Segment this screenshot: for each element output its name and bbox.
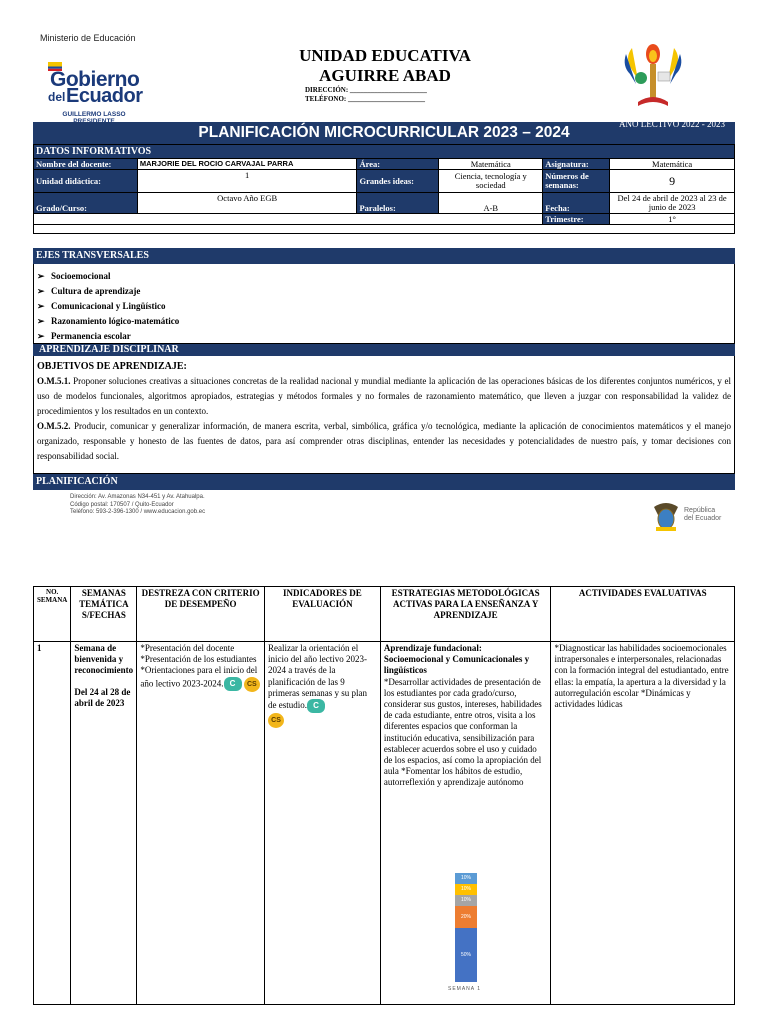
ideas-value: Ciencia, tecnología y sociedad: [439, 170, 543, 193]
week-distribution-chart: [455, 873, 477, 982]
col-actividades: ACTIVIDADES EVALUATIVAS: [551, 587, 735, 642]
school-year-label: AÑO LECTIVO 2022 - 2023: [619, 119, 725, 129]
ejes-item: ➢ Socioemocional: [37, 271, 111, 281]
footer-telefono: Teléfono: 593-2-396-1300 / www.educacion.gob.ec: [70, 509, 206, 515]
chart-bar-segment: 50%: [455, 928, 477, 982]
fecha-value: Del 24 de abril de 2023 al 23 de junio de 2023: [610, 193, 735, 214]
destreza-cell: [137, 642, 265, 1005]
col-indicadores: INDICADORES DE EVALUACIÓN: [265, 587, 381, 642]
objetivo-om52: O.M.5.2. Producir, comunicar y generalizar información, de manera escrita, verbal, simbólica, gráfica y/o tecnológica, mediante la aplicación de conocimientos matemáticos y el manejo organizado, responsable y honesto de las fuentes de datos, para así comprender otras disciplinas, entender las necesidades y potencialidades de nuestro país, y tomar decisiones con responsabilidad social.: [37, 421, 731, 461]
school-title: [240, 46, 530, 86]
ideas-label: Grandes ideas:: [357, 170, 439, 193]
info-header-row: [34, 145, 735, 159]
planning-title-bar: [33, 119, 735, 144]
indicadores-text: Realizar la orientación el inicio del año lectivo 2023-2024 a través de la planificación de las 9 primeras semanas y su plan de estudio.: [268, 643, 368, 711]
area-label: Área:: [357, 159, 439, 170]
area-value: Matemática: [439, 159, 543, 170]
ejes-item: ➢ Permanencia escolar: [37, 331, 131, 341]
school-line-1: UNIDAD EDUCATIVA: [299, 46, 471, 65]
asignatura-label: Asignatura:: [543, 159, 610, 170]
chart-x-label: SEMANA 1: [448, 986, 482, 992]
chart-bar-segment: 10%: [455, 895, 477, 906]
trimestre-label: Trimestre:: [543, 214, 610, 225]
grado-label: Grado/Curso:: [34, 193, 138, 214]
fecha-label: Fecha:: [543, 193, 610, 214]
col-semanas: SEMANAS TEMÁTICA S/FECHAS: [71, 587, 137, 642]
ejes-item: ➢ Comunicacional y Lingüístico: [37, 301, 166, 311]
republica-text: República del Ecuador: [684, 507, 722, 522]
week-topic: Semana de bienvenida y reconocimiento: [74, 643, 134, 676]
docente-label: Nombre del docente:: [34, 159, 138, 170]
info-row-unidad: [34, 170, 735, 193]
info-section-title: DATOS INFORMATIVOS: [34, 145, 735, 159]
destreza-item: *Orientaciones para el inicio del año lectivo 2023-2024. C CS: [140, 665, 261, 691]
chart-bar-segment: 10%: [455, 884, 477, 895]
logo-del: del: [48, 90, 66, 104]
paralelos-label: Paralelos:: [357, 193, 439, 214]
indicadores-cell: [265, 642, 381, 1005]
week-number: 1: [34, 642, 71, 1005]
asignatura-value: Matemática: [610, 159, 735, 170]
col-no-semana: NO. SEMANA: [34, 587, 71, 642]
semanas-value: 9: [610, 170, 735, 193]
info-table: [33, 144, 735, 234]
col-destreza: DESTREZA CON CRITERIO DE DESEMPEÑO: [137, 587, 265, 642]
estrategia-text: *Desarrollar actividades de presentación de los estudiantes por cada grado/curso, considerar sus gustos, intereses, habilidades de cada estudiante, entre otros, visita a los diferentes espacios que conforman la institución educativa, sensibilización para establecer acuerdos sobre el uso y cuidado de los espacios, así como la apropiación del aula *Fomentar los hábitos de estudio, autorreflexión y aprendizaje autónomo: [383, 676, 542, 788]
week-dates: Del 24 al 28 de abril de 2023: [74, 686, 131, 708]
chart-bar-segment: 20%: [455, 906, 477, 928]
paralelos-value: A-B: [439, 193, 543, 214]
unidad-value: 1: [137, 170, 357, 193]
trimestre-value: 1°: [610, 214, 735, 225]
chart-bar-segment: 10%: [455, 873, 477, 884]
estrategia-subtitle: Socioemocional y Comunicacionales y lingüísticos: [383, 654, 530, 676]
info-row-docente: [34, 159, 735, 170]
cs-badge-icon: CS: [268, 713, 284, 728]
footer-address: [70, 494, 205, 517]
president-name: GUILLERMO LASSO: [62, 111, 126, 118]
footer-direccion: Dirección: Av. Amazonas N34-451 y Av. Atahualpa.: [70, 494, 205, 500]
semanas-label: Números de semanas:: [543, 170, 610, 193]
actividades-cell: *Diagnosticar las habilidades socioemocionales intrapersonales e interpersonales, relacionadas con la formación integral del estudiantado, entre ellas: la empatía, la apertura a la diversidad y la autorregulación escolar *Dinámicas y actividades lúdicas: [551, 642, 735, 1005]
week-topic-cell: [71, 642, 137, 1005]
school-crest-icon: [618, 40, 688, 112]
school-line-2: AGUIRRE ABAD: [319, 66, 451, 85]
destreza-item: *Presentación de los estudiantes: [140, 654, 257, 665]
c-badge-icon: C: [224, 677, 242, 691]
objetivos-title: OBJETIVOS DE APRENDIZAJE:: [37, 361, 187, 372]
ejes-item: ➢ Razonamiento lógico-matemático: [37, 316, 180, 326]
objetivo-om51: O.M.5.1. Proponer soluciones creativas a situaciones concretas de la realidad nacional y mundial mediante la aplicación de las operaciones básicas de los diferentes conjuntos numéricos, y el uso de modelos funcionales, algoritmos apropiados, estrategias y métodos formales y no formales de razonamiento matemático, que lleven a juzgar con responsabilidad la validez de procedimientos y los resultados en un contexto.: [37, 376, 731, 416]
cs-badge-icon: CS: [244, 677, 260, 692]
school-contact: [305, 86, 427, 104]
planning-table: [33, 586, 735, 1005]
logo-gobierno: Gobierno: [50, 68, 140, 91]
planificacion-section-title: PLANIFICACIÓN: [33, 474, 735, 490]
info-row-trimestre: [34, 214, 735, 225]
info-row-grado: [34, 193, 735, 214]
coat-of-arms-icon: [652, 499, 680, 533]
footer-postal: Código postal: 170507 / Quito-Ecuador: [70, 501, 174, 508]
republica-ecuador-logo: [652, 499, 732, 535]
logo-ecuador: Ecuador: [66, 85, 143, 107]
destreza-item: *Presentación del docente: [140, 643, 235, 653]
ejes-item: ➢ Cultura de aprendizaje: [37, 286, 141, 296]
planning-title: PLANIFICACIÓN MICROCURRICULAR 2023 – 2024: [198, 124, 570, 141]
planning-row-week-1: [34, 642, 735, 1005]
estrategia-title: Aprendizaje fundacional:: [383, 643, 482, 653]
planning-header-row: [34, 587, 735, 642]
c-badge-icon: C: [307, 699, 325, 713]
unidad-label: Unidad didáctica:: [34, 170, 138, 193]
grado-value: Octavo Año EGB: [137, 193, 357, 214]
telefono-line: TELÉFONO: ______________________: [305, 95, 425, 103]
ejes-list: [33, 264, 735, 344]
col-estrategias: ESTRATEGIAS METODOLÓGICAS ACTIVAS PARA LA ENSEÑANZA Y APRENDIZAJE: [380, 587, 551, 642]
ministry-name: Ministerio de Educación: [40, 33, 136, 43]
direccion-line: DIRECCIÓN: ______________________: [305, 86, 427, 94]
aprendizaje-section-title: APRENDIZAJE DISCIPLINAR: [33, 344, 735, 356]
docente-value: MARJORIE DEL ROCIO CARVAJAL PARRA: [137, 159, 357, 170]
ejes-section-title: EJES TRANSVERSALES: [33, 248, 735, 264]
gobierno-ecuador-logo: [44, 58, 144, 126]
objetivos-block: [33, 356, 735, 474]
